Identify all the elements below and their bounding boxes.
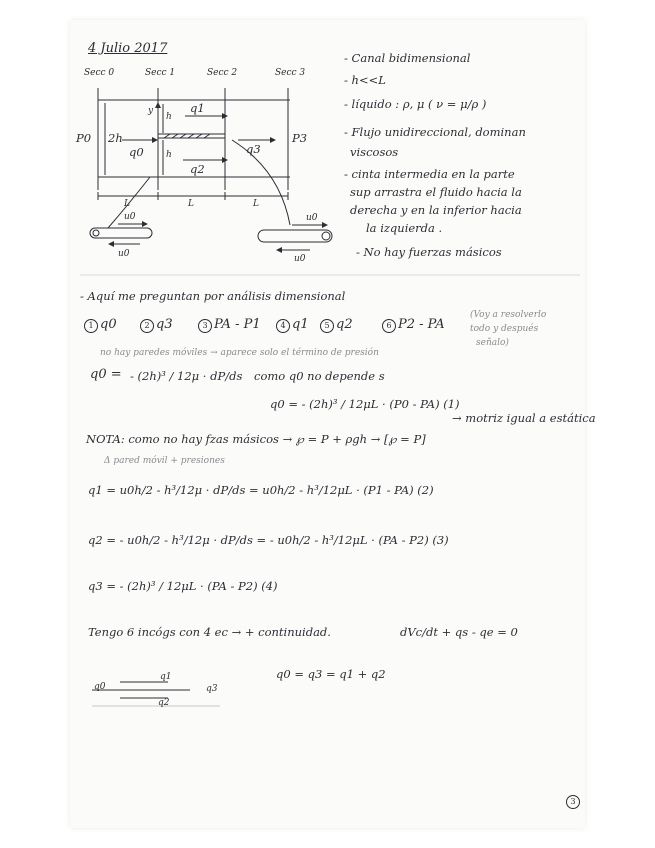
nota-text: NOTA: como no hay fzas másicos → ℘ = P + ρgh → [℘ = P] (86, 432, 426, 446)
eq1-text: q1 = u0h/2 - h³/12μ · dP/ds = u0h/2 - h³/12μL · (P1 - PA) (2) (88, 483, 434, 497)
belt-speed-left-bottom: u0 (118, 249, 130, 259)
eq0-rhs: - (2h)³ / 12μ · dP/ds (130, 369, 243, 383)
section-2-label: Secc 2 (207, 68, 238, 78)
page-number-value: 3 (566, 795, 580, 809)
item-2-label: q3 (156, 317, 173, 332)
item-5-number: 5 (320, 319, 334, 333)
item-6-label: P2 - PA (398, 317, 445, 332)
question-item-4 (276, 318, 309, 333)
aside-line-2: todo y después (470, 324, 539, 334)
flow-balance-equation: q0 = q3 = q1 + q2 (276, 667, 386, 681)
note-line-7: sup arrastra el fluido hacia la (350, 185, 522, 199)
sketch-q2: q2 (158, 698, 170, 708)
aside-line-3: señalo) (476, 338, 509, 348)
item-3-label: PA - P1 (214, 317, 261, 332)
page-number (566, 794, 582, 809)
item-4-label: q1 (292, 317, 309, 332)
y-axis-label: y (148, 106, 154, 116)
note-line-5: viscosos (350, 145, 399, 159)
section-1-label: Secc 1 (145, 68, 176, 78)
sketch-q0: q0 (94, 682, 106, 692)
note-line-1: - Canal bidimensional (344, 51, 471, 65)
channel-height-label: 2h (108, 131, 123, 145)
item-6-number: 6 (382, 319, 396, 333)
note-line-8: derecha y en la inferior hacia (350, 203, 522, 217)
note-line-9: la izquierda . (366, 221, 443, 235)
eq0-lhs: q0 = (90, 367, 122, 382)
note-line-2: - h<<L (344, 73, 386, 87)
eq2-text: q2 = - u0h/2 - h³/12μ · dP/ds = - u0h/2 - h³/12μL · (PA - P2) (3) (88, 533, 449, 547)
question-item-1 (84, 318, 117, 333)
sketch-q3: q3 (206, 684, 218, 694)
flow-q2-label: q2 (190, 162, 205, 176)
item-4-number: 4 (276, 319, 290, 333)
eq0-comment: como q0 no depende s (254, 369, 385, 383)
note-line-4: - Flujo unidireccional, dominan (344, 125, 526, 139)
pressure-p0-label: P0 (76, 131, 92, 145)
note-line-6: - cinta intermedia en la parte (344, 167, 515, 181)
belt-speed-left-top: u0 (124, 212, 136, 222)
item-5-label: q2 (336, 317, 353, 332)
flow-q1-label: q1 (190, 101, 205, 115)
continuity-text: Tengo 6 incógs con 4 ec → + continuidad. (88, 625, 331, 639)
nota-aside: → motriz igual a estática (452, 411, 596, 425)
pressure-p3-label: P3 (292, 131, 308, 145)
aside-line-1: (Voy a resolverlo (470, 310, 547, 320)
note-line-10: - No hay fuerzas másicos (356, 245, 502, 259)
eq0-note: no hay paredes móviles → aparece solo el término de presión (100, 348, 379, 358)
item-3-number: 3 (198, 319, 212, 333)
length-label-3: L (253, 199, 259, 209)
section-0-label: Secc 0 (84, 68, 115, 78)
belt-speed-right-bottom: u0 (294, 254, 306, 264)
eq3-text: q3 = - (2h)³ / 12μL · (PA - P2) (4) (88, 579, 278, 593)
flow-q3-label: q3 (246, 142, 261, 156)
question-item-6 (382, 318, 445, 333)
item-1-number: 1 (84, 319, 98, 333)
belt-speed-right-top: u0 (306, 213, 318, 223)
item-1-label: q0 (100, 317, 117, 332)
length-label-1: L (124, 199, 130, 209)
question-item-2 (140, 318, 173, 333)
lower-gap-label: h (166, 150, 172, 160)
item-2-number: 2 (140, 319, 154, 333)
section-3-label: Secc 3 (275, 68, 306, 78)
page-date: 4 Julio 2017 (88, 41, 168, 56)
note-line-3: - líquido : ρ, μ ( ν = μ/ρ ) (344, 97, 487, 111)
question-item-3 (198, 318, 261, 333)
question-intro: - Aquí me preguntan por análisis dimensional (80, 289, 346, 303)
upper-gap-label: h (166, 112, 172, 122)
eq1-note: Δ pared móvil + presiones (104, 456, 225, 466)
continuity-equation: dVc/dt + qs - qe = 0 (400, 625, 518, 639)
length-label-2: L (188, 199, 194, 209)
eq0-result: q0 = - (2h)³ / 12μL · (P0 - PA) (1) (270, 397, 460, 411)
question-item-5 (320, 318, 353, 333)
sketch-q1: q1 (160, 672, 172, 682)
flow-q0-label: q0 (129, 145, 144, 159)
